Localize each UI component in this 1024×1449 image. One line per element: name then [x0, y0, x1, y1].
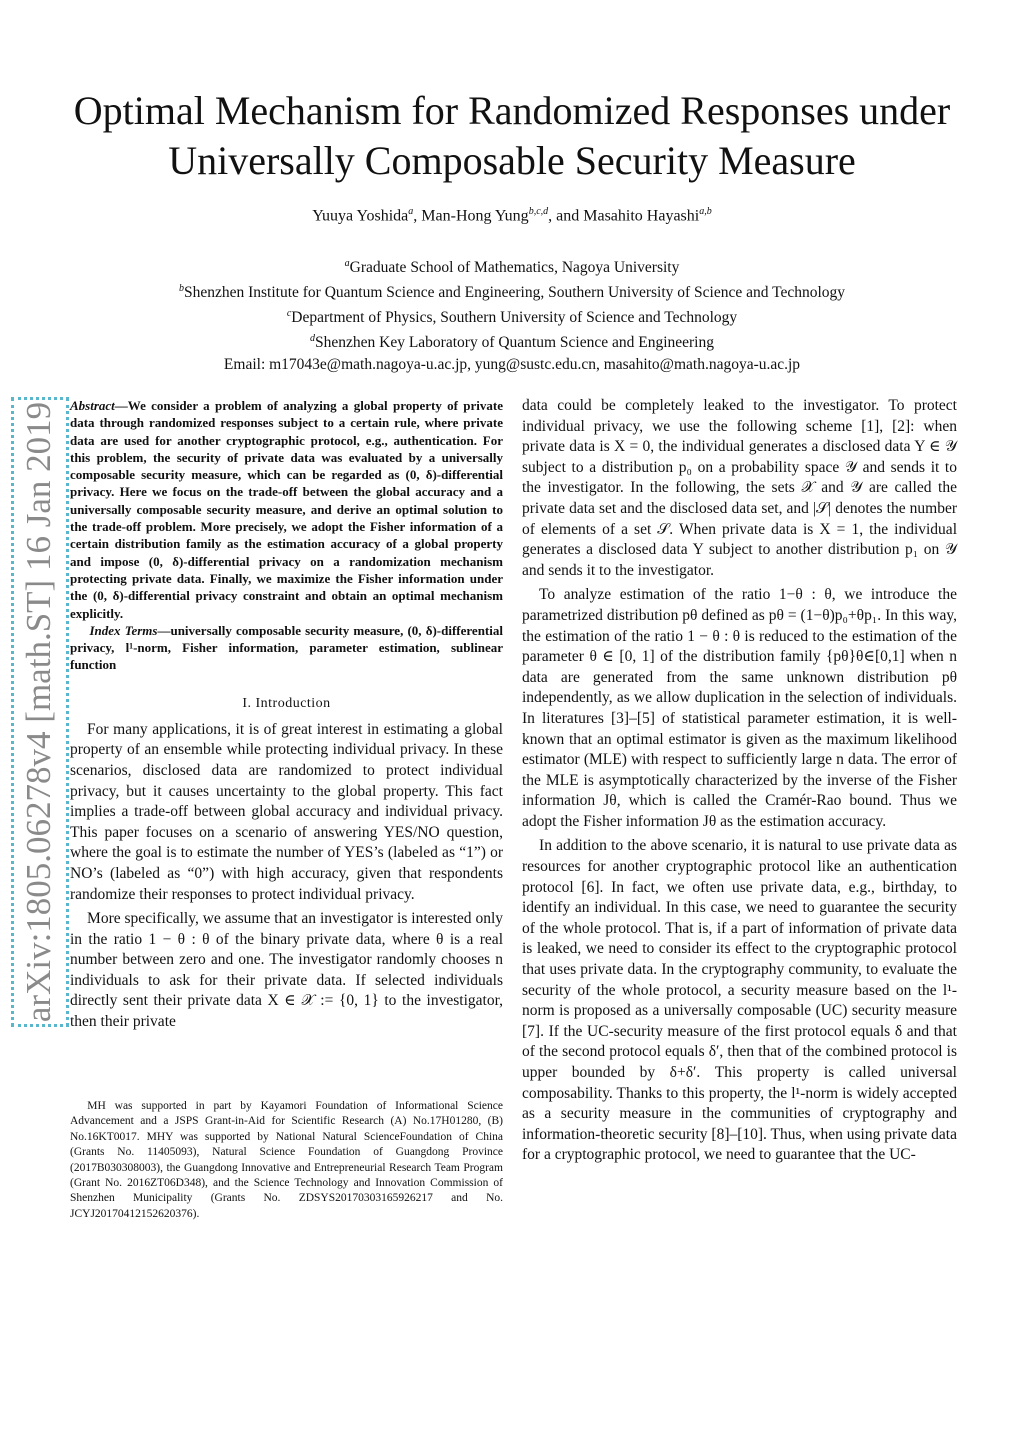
index-terms-text: —universally composable security measure, (0, δ)-differential privacy, l¹-norm, Fisher information, parameter estimation, sublinear function [70, 622, 503, 673]
abstract [70, 397, 503, 622]
affil-mark: c [286, 308, 292, 320]
author-affil-mark: a [408, 206, 414, 217]
paragraph: data could be completely leaked to the investigator. To protect individual privacy, we use the following scheme [1], [2]: when private data is X = 0, the individual generates a disclosed data Y ∈ 𝒴 subject to a distribution p₀ on a probability space 𝒴 and sends it to the investigator. In the following, the sets 𝒳 and 𝒴 are called the private data set and the disclosed data set, and |𝒮| denotes the number of elements of a set 𝒮. When private data is X = 1, the individual generates a disclosed data Y subject to another distribution p₁ on 𝒴 and sends it to the investigator. [522, 397, 957, 579]
abstract-label: Abstract [70, 398, 115, 413]
affil-text: Shenzhen Institute for Quantum Science and Engineering, Southern University of Science and Technology [183, 284, 846, 302]
affil-text: Graduate School of Mathematics, Nagoya University [349, 259, 680, 277]
author-name: Man-Hong Yung [421, 207, 529, 225]
affil-mark: b [178, 283, 184, 295]
affil-text: Shenzhen Key Laboratory of Quantum Science and Engineering [315, 334, 714, 352]
affiliation-line [60, 253, 964, 278]
author-list: Yuuya Yoshida$^a$, Man-Hong Yung$^{b,c,d}$, and Masahito Hayashi$^{a,b}$ [312, 206, 712, 225]
paragraph: For many applications, it is of great interest in estimating a global property of an ensemble while protecting individual privacy. In these scenarios, disclosed data are randomized to protect individual privacy, but it causes uncertainty to the global property. This fact implies a trade-off between global accuracy and individual privacy. This paper focuses on a scenario of answering YES/NO question, where the goal is to estimate the number of YES’s (labeled as “1”) or NO’s (labeled as “0”) with high accuracy, given that respondents randomize their responses to protect individual privacy. [70, 720, 503, 903]
affiliation-line [60, 328, 964, 353]
footnote-rule [70, 1092, 503, 1093]
right-column [522, 396, 957, 1170]
email-line: Email: m17043e@math.nagoya-u.ac.jp, yung@sustc.edu.cn, masahito@math.nagoya-u.ac.jp [223, 355, 801, 373]
paragraph: In addition to the above scenario, it is natural to use private data as resources for another cryptographic protocol like an authentication protocol [6]. In fact, we often use private data, e.g., birthday, to identify an individual. In this case, we need to guarantee the security of the whole protocol. That is, if a part of information of private data is leaked, we need to consider its effect to the cryptographic protocol that uses private data. In the cryptography community, to evaluate the security of the whole protocol, a security measure based on the l¹-norm is proposed as a universally composable (UC) security measure [7]. If the UC-security measure of the first protocol equals δ and that of the second protocol equals δ′, then that of the combined protocol is upper bounded by δ+δ′. This property is called universal composability. Thanks to this property, the l¹-norm is widely accepted as a security measure in the communities of cryptography and information-theoretic security [8]–[10]. Thus, when using private data for a cryptographic protocol, we need to guarantee that the UC- [522, 837, 957, 1164]
affil-mark: a [344, 258, 350, 269]
index-terms [70, 622, 503, 674]
affil-text: Department of Physics, Southern University of Science and Technology [291, 309, 738, 327]
author-affil-mark: a,b [699, 206, 712, 217]
funding-footnote: MH was supported in part by Kayamori Foundation of Informational Science Advancement and a JSPS Grant-in-Aid for Scientific Research (A) No.17H01280, (B) No.16KT0017. MHY was supported by National Natural ScienceFoundation of China (Grants No. 11405093), Natural Science Foundation of Guangdong Province (2017B030308003), the Guangdong Innovative and Entrepreneurial Research Team Program (Grant No. 2016ZT06D348), and the Science Technology and Innovation Commission of Shenzhen Municipality (Grants No. ZDSYS20170303165926217 and No. JCYJ20170412152620376). [70, 1100, 503, 1220]
arxiv-stamp: arXiv:1805.06278v4 [math.ST] 16 Jan 2019 [11, 397, 69, 1027]
affiliation-line [60, 303, 964, 328]
author-name: Masahito Hayashi [583, 207, 700, 225]
affil-mark: d [310, 333, 315, 345]
author-affil-mark: b,c,d [528, 206, 549, 217]
affiliation-line [60, 278, 964, 303]
paragraph: More specifically, we assume that an investigator is interested only in the ratio 1 − θ : θ of the binary private data, where θ is a real number between zero and one. The investigator randomly chooses n individuals to ask for their private data. If selected individuals directly sent their private data X ∈ 𝒳 := {0, 1} to the investigator, then their private [70, 910, 503, 1031]
index-terms-label: Index Terms [89, 622, 158, 638]
author-name: Yuuya Yoshida [312, 207, 409, 225]
paragraph: To analyze estimation of the ratio 1−θ : θ, we introduce the parametrized distribution pθ defined as pθ = (1−θ)p₀+θp₁. In this way, the estimation of the ratio 1 − θ : θ is reduced to the estimation of the parameter θ ∈ [0, 1] of the distribution family {pθ}θ∈[0,1] when n data are generated from the same unknown distribution pθ independently, as we allow duplication in the selection of individuals. In literatures [3]–[5] of statistical parameter estimation, it is well-known that an optimal estimator is given as the maximum likelihood estimator (MLE) with respect to sufficiently large n data. The error of the MLE is asymptotically characterized by the inverse of the Fisher information Jθ, which is called the Cramér-Rao bound. Thus we adopt the Fisher information Jθ as the estimation accuracy. [522, 586, 957, 830]
abstract-text: —We consider a problem of analyzing a global property of private data through randomized responses subject to a certain rule, where private data are used for another cryptographic protocol, e.g., authentication. For this problem, the security of private data was evaluated by a universally composable security measure, which can be regarded as (0, δ)-differential privacy. Here we focus on the trade-off between the global accuracy and a universally composable security measure, and derive an optimal solution to the trade-off problem. More precisely, we adopt the Fisher information of a certain distribution family as the estimation accuracy of a global property and impose (0, δ)-differential privacy on a randomization mechanism protecting private data. Finally, we maximize the Fisher information under the (0, δ)-differential privacy constraint and obtain an optimal mechanism explicitly. [70, 398, 503, 621]
paper-title: Optimal Mechanism for Randomized Responses under Universally Composable Security Measure [73, 88, 951, 183]
affiliations [60, 253, 964, 375]
section-heading: I. Introduction [242, 695, 331, 711]
left-column [70, 397, 503, 1037]
